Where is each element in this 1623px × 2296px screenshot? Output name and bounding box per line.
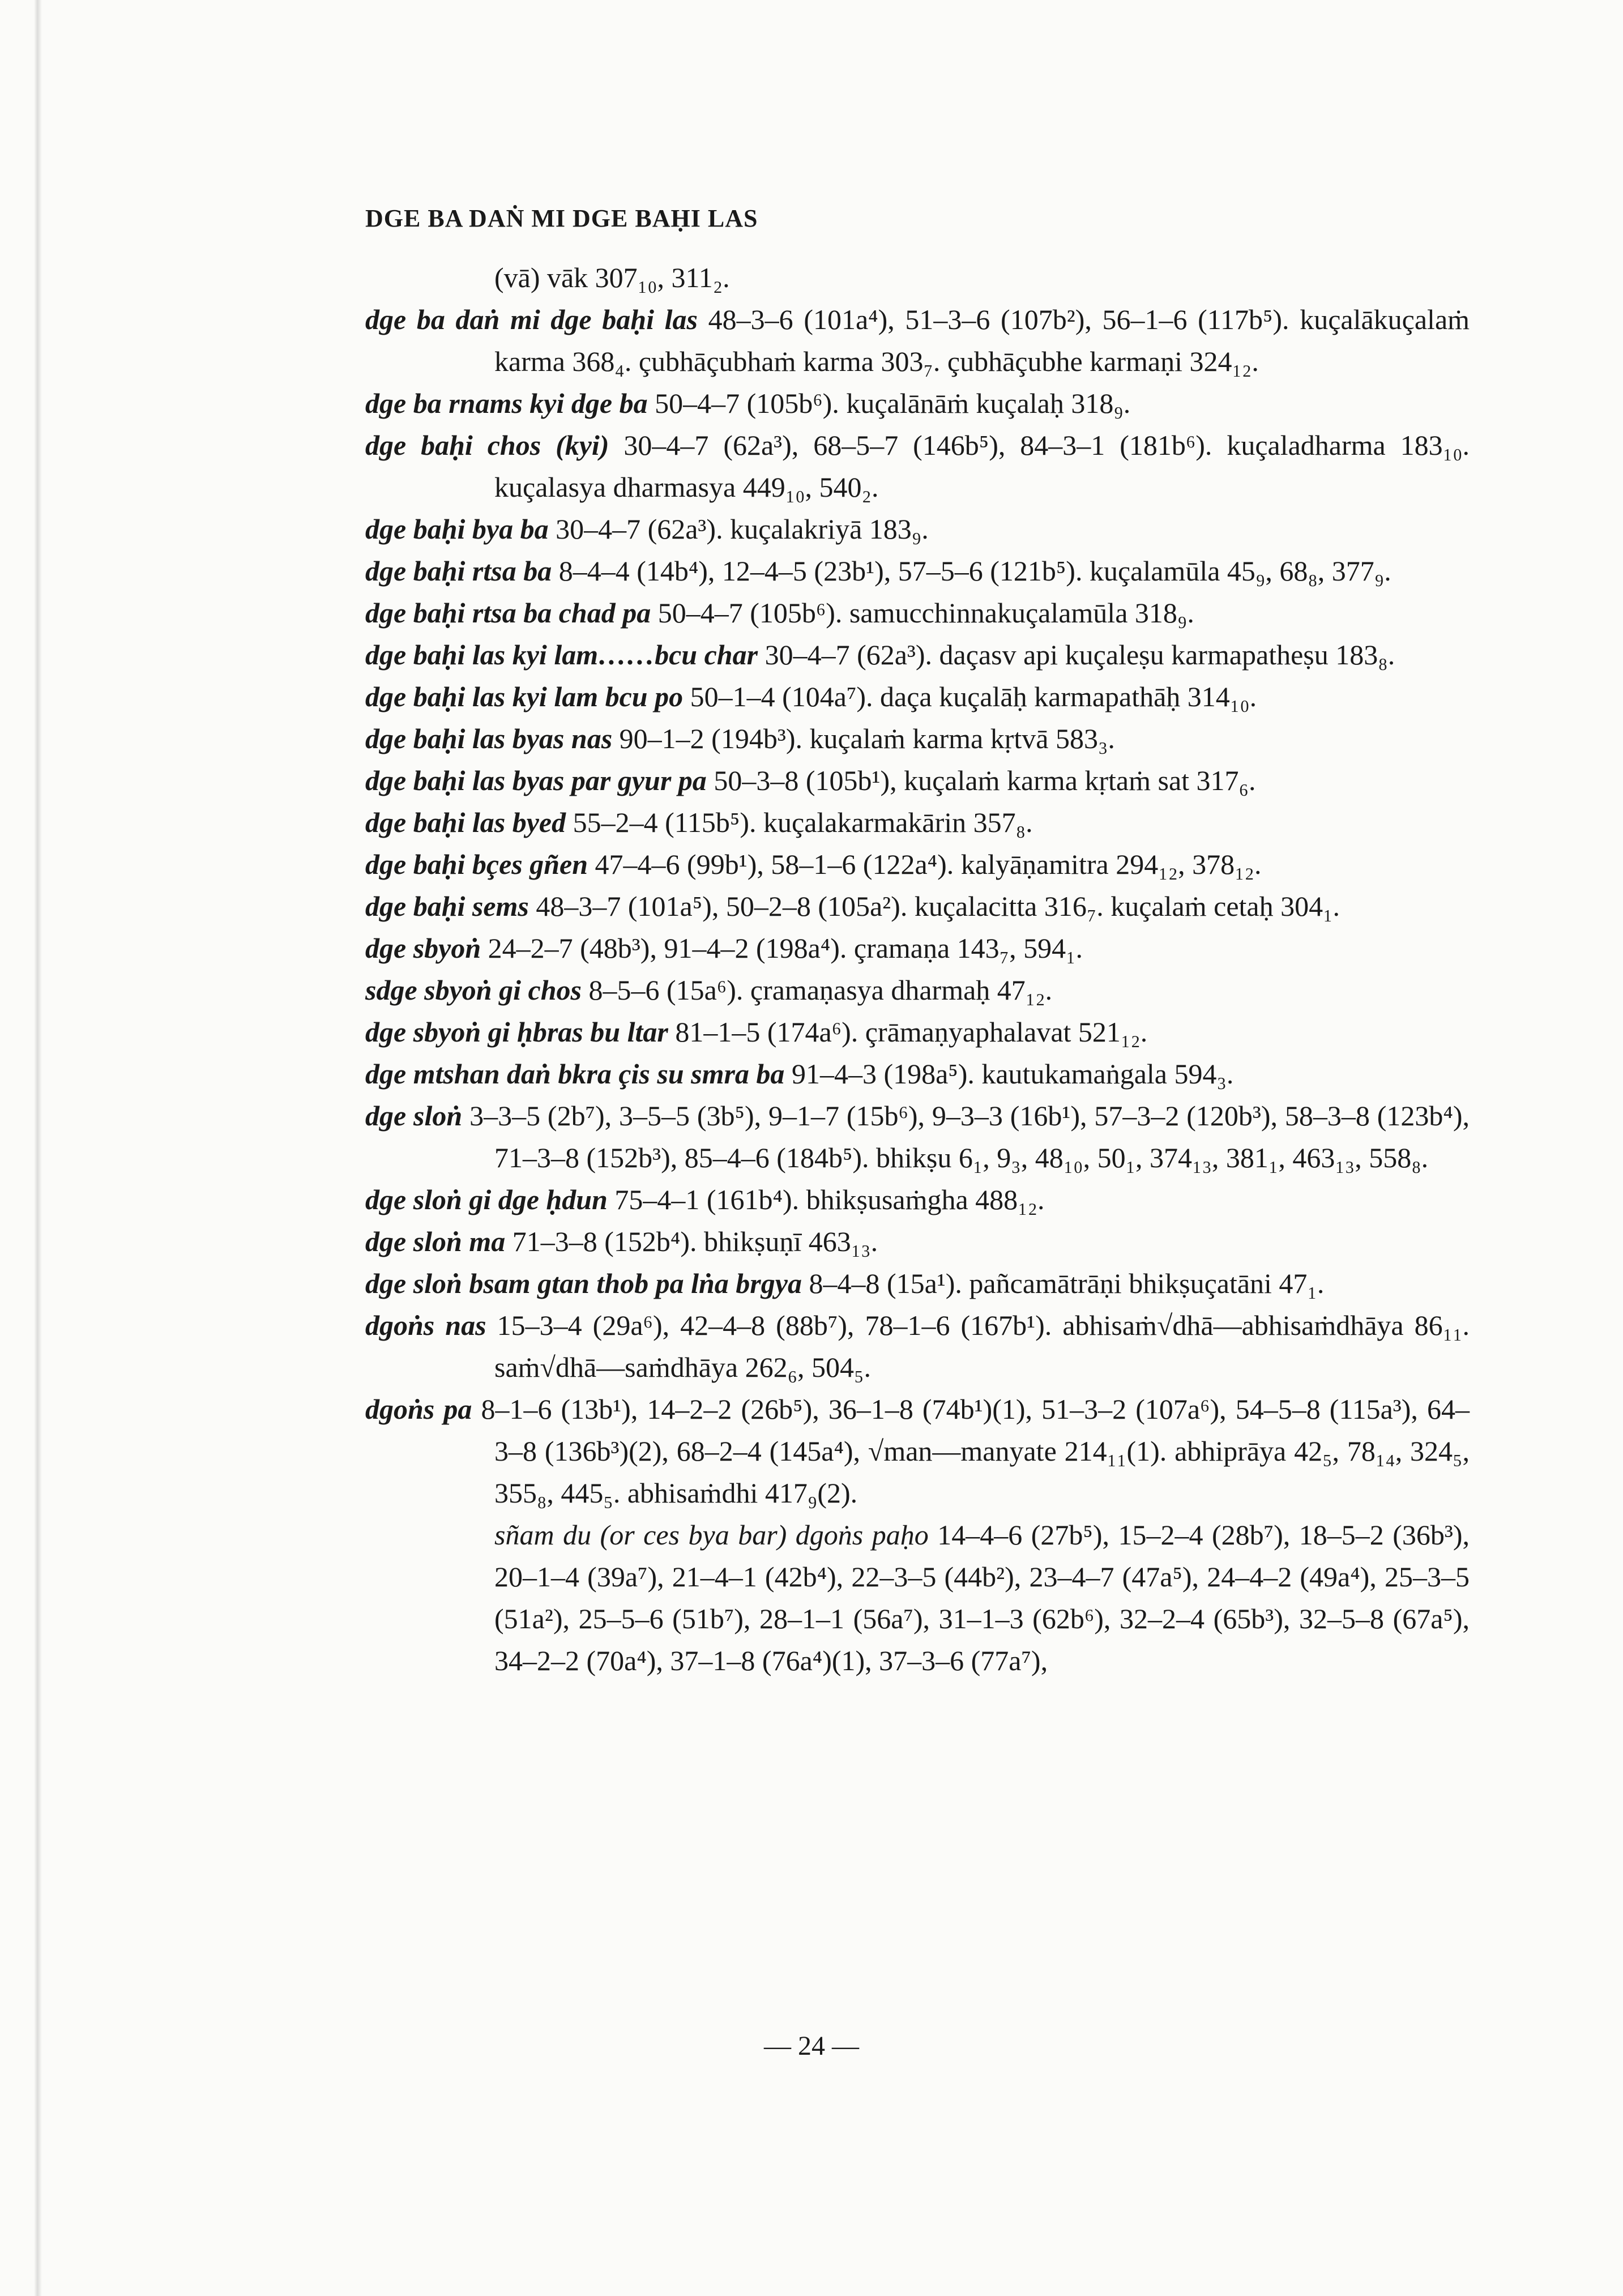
sub-entry-phrase: sñam du (or ces bya bar) dgoṅs paḥo xyxy=(494,1519,929,1551)
dictionary-entry xyxy=(365,634,1470,676)
dictionary-entry xyxy=(365,1304,1470,1388)
entry-headword: dge baḥi las byed xyxy=(365,806,566,838)
dictionary-entry xyxy=(365,927,1470,969)
entry-references: 47–4–6 (99b¹), 58–1–6 (122a⁴). kalyāṇamitra 294₁₂, 378₁₂. xyxy=(595,848,1262,880)
dictionary-entry xyxy=(365,1220,1470,1262)
entry-references: 50–3–8 (105b¹), kuçalaṁ karma kṛtaṁ sat 317₆. xyxy=(714,765,1256,796)
entry-references: 24–2–7 (48b³), 91–4–2 (198a⁴). çramaṇa 143₇, 594₁. xyxy=(488,932,1083,964)
entry-references: 50–4–7 (105b⁶). samucchinnakuçalamūla 318₉. xyxy=(657,597,1194,629)
entry-references: 50–1–4 (104a⁷). daça kuçalāḥ karmapathāḥ 314₁₀. xyxy=(690,681,1257,712)
entry-headword: dge baḥi rtsa ba chad pa xyxy=(365,597,651,629)
dictionary-entry xyxy=(365,1053,1470,1095)
dictionary-entry xyxy=(365,382,1470,424)
dictionary-entry xyxy=(365,676,1470,718)
entry-headword: dge baḥi bçes gñen xyxy=(365,848,588,880)
entry-references: 8–4–4 (14b⁴), 12–4–5 (23b¹), 57–5–6 (121b⁵). kuçalamūla 45₉, 68₈, 377₉. xyxy=(558,555,1391,587)
dictionary-entry xyxy=(365,1262,1470,1304)
entry-references: 8–4–8 (15a¹). pañcamātrāṇi bhikṣuçatāni 47₁. xyxy=(809,1268,1325,1299)
entry-references: 8–1–6 (13b¹), 14–2–2 (26b⁵), 36–1–8 (74b¹)(1), 51–3–2 (107a⁶), 54–5–8 (115a³), 64–3–8 (136b³)(2), 68–2–4 (145a⁴), √man—manyate 214₁₁(1). abhiprāya 42₅, 78₁₄, 324₅, 355₈, 445₅. abhisaṁdhi 417₉(2). xyxy=(481,1393,1470,1509)
entry-headword: dge sbyoṅ xyxy=(365,932,481,964)
entry-references: 48–3–7 (101a⁵), 50–2–8 (105a²). kuçalacitta 316₇. kuçalaṁ cetaḥ 304₁. xyxy=(536,890,1340,922)
page-number: — 24 — xyxy=(764,2031,859,2061)
dictionary-entry xyxy=(365,843,1470,885)
dictionary-entry xyxy=(365,257,1470,298)
entry-references: 90–1–2 (194b³). kuçalaṁ karma kṛtvā 583₃. xyxy=(619,723,1115,754)
entry-headword: dge sloṅ bsam gtan thob pa lṅa brgya xyxy=(365,1268,802,1299)
entry-headword: dge baḥi bya ba xyxy=(365,513,549,545)
entry-headword: dge baḥi las kyi lam bcu po xyxy=(365,681,684,712)
entry-headword: sdge sbyoṅ gi chos xyxy=(365,974,582,1006)
entry-headword: dge sbyoṅ gi ḥbras bu ltar xyxy=(365,1016,668,1048)
entry-references: 91–4–3 (198a⁵). kautukamaṅgala 594₃. xyxy=(791,1058,1234,1090)
dictionary-entry xyxy=(365,885,1470,927)
entry-headword: dge baḥi sems xyxy=(365,890,529,922)
entry-headword: dge sloṅ gi dge ḥdun xyxy=(365,1184,608,1215)
entry-references: 30–4–7 (62a³). daçasv api kuçaleṣu karmapatheṣu 183₈. xyxy=(764,639,1395,671)
dictionary-entry xyxy=(365,550,1470,592)
dictionary-entry xyxy=(365,1179,1470,1220)
entry-references: 55–2–4 (115b⁵). kuçalakarmakārin 357₈. xyxy=(573,806,1033,838)
entry-headword: dge mtshan daṅ bkra çis su smra ba xyxy=(365,1058,785,1090)
sub-entry-references: 14–4–6 (27b⁵), 15–2–4 (28b⁷), 18–5–2 (36b³), 20–1–4 (39a⁷), 21–4–1 (42b⁴), 22–3–5 (44b²), 23–4–7 (47a⁵), 24–4–2 (49a⁴), 25–3–5 (51a²), 25–5–6 (51b⁷), 28–1–1 (56a⁷), 31–1–3 (62b⁶), 32–2–4 (65b³), 32–5–8 (67a⁵), 34–2–2 (70a⁴), 37–1–8 (76a⁴)(1), 37–3–6 (77a⁷), xyxy=(494,1519,1470,1676)
entry-headword: dge baḥi chos (kyi) xyxy=(365,429,609,461)
entry-headword: dgoṅs nas xyxy=(365,1309,486,1341)
entry-headword: dge ba rnams kyi dge ba xyxy=(365,387,648,419)
dictionary-entry xyxy=(365,592,1470,634)
sub-entry xyxy=(365,1514,1470,1682)
dictionary-entry xyxy=(365,801,1470,843)
entry-headword: dgoṅs pa xyxy=(365,1393,472,1425)
entry-list xyxy=(365,257,1470,1682)
entry-headword: dge baḥi las byas par gyur pa xyxy=(365,765,707,796)
dictionary-entry xyxy=(365,718,1470,759)
dictionary-entry xyxy=(365,1011,1470,1053)
entry-references: 75–4–1 (161b⁴). bhikṣusaṁgha 488₁₂. xyxy=(614,1184,1045,1215)
entry-headword: dge baḥi las byas nas xyxy=(365,723,613,754)
dictionary-entry xyxy=(365,1095,1470,1179)
dictionary-entry xyxy=(365,759,1470,801)
running-header: DGE BA DAṄ MI DGE BAḤI LAS xyxy=(365,204,758,232)
entry-references: 71–3–8 (152b⁴). bhikṣuṇī 463₁₃. xyxy=(512,1226,878,1257)
entry-headword: dge ba daṅ mi dge baḥi las xyxy=(365,304,698,335)
entry-headword: dge baḥi las kyi lam……bcu char xyxy=(365,639,758,671)
entry-references: (vā) vāk 307₁₀, 311₂. xyxy=(494,262,730,293)
dictionary-entry xyxy=(365,298,1470,382)
entry-references: 50–4–7 (105b⁶). kuçalānāṁ kuçalaḥ 318₉. xyxy=(655,387,1131,419)
entry-references: 3–3–5 (2b⁷), 3–5–5 (3b⁵), 9–1–7 (15b⁶), 9–3–3 (16b¹), 57–3–2 (120b³), 58–3–8 (123b⁴), 71–3–8 (152b³), 85–4–6 (184b⁵). bhikṣu 6₁, 9₃, 48₁₀, 50₁, 374₁₃, 381₁, 463₁₃, 558₈. xyxy=(469,1100,1470,1173)
entry-references: 8–5–6 (15a⁶). çramaṇasya dharmaḥ 47₁₂. xyxy=(588,974,1053,1006)
dictionary-entry xyxy=(365,508,1470,550)
binding-shadow xyxy=(34,0,42,2296)
dictionary-entry xyxy=(365,424,1470,508)
entry-headword: dge baḥi rtsa ba xyxy=(365,555,552,587)
dictionary-page xyxy=(365,204,1470,1682)
entry-references: 48–3–6 (101a⁴), 51–3–6 (107b²), 56–1–6 (117b⁵). kuçalākuçalaṁ karma 368₄. çubhāçubhaṁ karma 303₇. çubhāçubhe karmaṇi 324₁₂. xyxy=(494,304,1470,377)
entry-references: 15–3–4 (29a⁶), 42–4–8 (88b⁷), 78–1–6 (167b¹). abhisaṁ√dhā—abhisaṁdhāya 86₁₁. saṁ√dhā—saṁdhāya 262₆, 504₅. xyxy=(494,1309,1470,1383)
entry-references: 30–4–7 (62a³). kuçalakriyā 183₉. xyxy=(556,513,929,545)
entry-references: 30–4–7 (62a³), 68–5–7 (146b⁵), 84–3–1 (181b⁶). kuçaladharma 183₁₀. kuçalasya dharmasya 449₁₀, 540₂. xyxy=(494,429,1470,503)
dictionary-entry xyxy=(365,1388,1470,1514)
entry-headword: dge sloṅ xyxy=(365,1100,463,1132)
entry-headword: dge sloṅ ma xyxy=(365,1226,506,1257)
dictionary-entry xyxy=(365,969,1470,1011)
entry-references: 81–1–5 (174a⁶). çrāmaṇyaphalavat 521₁₂. xyxy=(675,1016,1148,1048)
